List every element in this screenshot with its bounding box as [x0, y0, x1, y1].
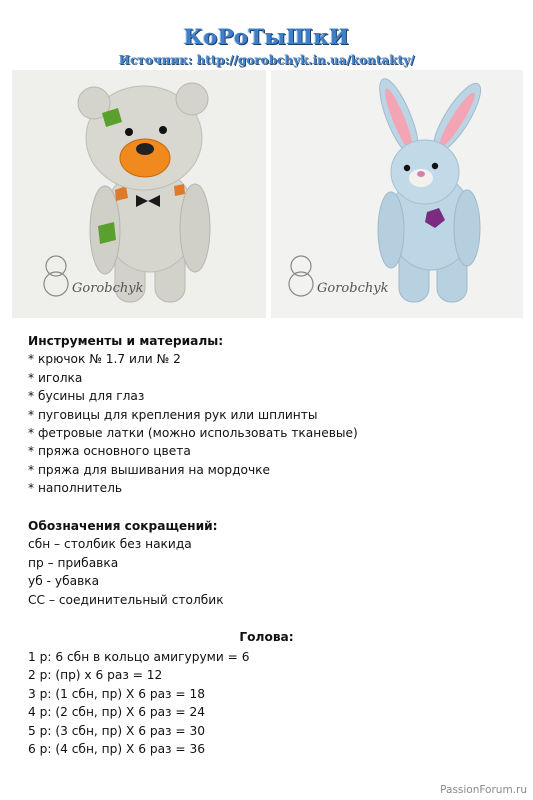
materials-item: * пряжа для вышивания на мордочке — [28, 462, 271, 477]
materials-item: * крючок № 1.7 или № 2 — [28, 352, 181, 367]
materials-heading: Инструменты и материалы: — [28, 334, 224, 348]
materials-item: * наполнитель — [28, 481, 123, 496]
head-row: 4 р: (2 сбн, пр) Х 6 раз = 24 — [28, 705, 205, 720]
materials-item: * бусины для глаз — [28, 389, 145, 404]
source-link[interactable]: Источник: http://gorobchyk.in.ua/kontakty/ — [118, 53, 415, 67]
head-row: 6 р: (4 сбн, пр) Х 6 раз = 36 — [28, 742, 205, 757]
head-rows — [28, 648, 249, 758]
materials-item: * фетровые латки (можно использовать тканевые) — [28, 426, 358, 441]
left-watermark: Gorobchyk — [72, 281, 144, 296]
head-heading: Голова: — [239, 630, 294, 644]
abbreviation-item: СС – соединительный столбик — [28, 592, 224, 607]
head-row: 3 р: (1 сбн, пр) Х 6 раз = 18 — [28, 686, 205, 701]
bear-illustration — [12, 70, 266, 318]
abbreviations-section — [28, 517, 224, 609]
bunny-photo — [271, 70, 523, 318]
head-row: 2 р: (пр) х 6 раз = 12 — [28, 668, 163, 683]
materials-item: * пряжа основного цвета — [28, 444, 191, 459]
right-watermark: Gorobchyk — [317, 281, 389, 296]
document-title: КоРоТыШкИ — [183, 24, 350, 49]
site-watermark: PassionForum.ru — [440, 784, 527, 796]
head-row: 1 р: 6 сбн в кольцо амигуруми = 6 — [28, 650, 250, 664]
abbreviation-item: уб - убавка — [28, 574, 100, 589]
materials-section — [28, 332, 358, 498]
abbreviation-item: пр – прибавка — [28, 555, 119, 570]
materials-item: * иголка — [28, 370, 83, 385]
abbreviations-heading: Обозначения сокращений: — [28, 519, 218, 533]
bunny-illustration — [271, 70, 523, 318]
head-row: 5 р: (3 сбн, пр) Х 6 раз = 30 — [28, 723, 205, 738]
materials-item: * пуговицы для крепления рук или шплинты — [28, 407, 318, 422]
abbreviation-item: сбн – столбик без накида — [28, 537, 192, 552]
bear-photo — [12, 70, 266, 318]
